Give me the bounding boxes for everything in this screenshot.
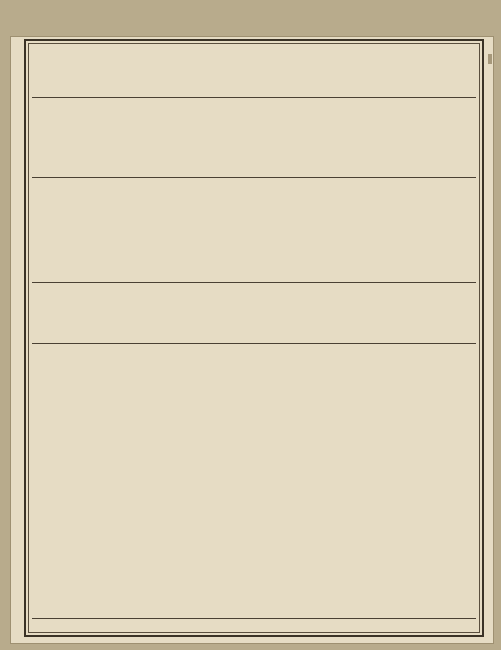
divider xyxy=(32,282,476,283)
atlas-page xyxy=(10,36,494,644)
inner-border xyxy=(28,43,480,633)
divider xyxy=(32,97,476,98)
divider xyxy=(32,177,476,178)
page-frame xyxy=(24,39,484,637)
divider xyxy=(32,343,476,344)
page-edge xyxy=(488,54,492,64)
divider xyxy=(32,618,476,619)
